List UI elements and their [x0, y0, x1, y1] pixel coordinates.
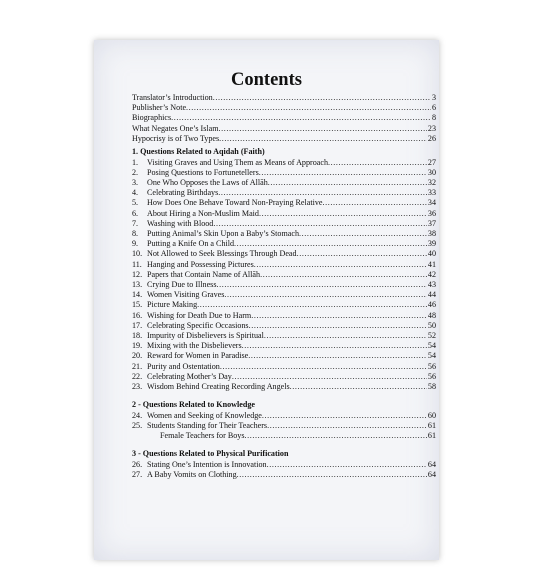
entry-number: 21.: [132, 361, 143, 371]
leader-dots: [267, 460, 427, 470]
toc-entry: [132, 431, 436, 441]
toc-entry: [132, 113, 436, 123]
entry-title: Women Visiting Graves: [147, 290, 225, 300]
entry-number: 3.: [132, 177, 139, 187]
entry-title: One Who Opposes the Laws of Allāh: [147, 177, 268, 187]
leader-dots: [297, 249, 427, 259]
entry-page-number: 42: [427, 269, 436, 279]
leader-dots: [237, 470, 427, 480]
entry-number: 12.: [132, 269, 143, 279]
entry-number: 11.: [132, 259, 142, 269]
entry-title: Papers that Contain Name of Allāh: [147, 269, 261, 279]
toc-entry: [132, 290, 436, 300]
toc-entry: [132, 124, 436, 134]
entry-number: 8.: [132, 228, 139, 238]
toc-entry: [132, 168, 436, 178]
entry-title: Biographics: [132, 113, 172, 123]
toc-entry: [132, 178, 436, 188]
entry-title: Women and Seeking of Knowledge: [147, 410, 262, 420]
toc-entry: [132, 382, 436, 392]
entry-number: 9.: [132, 239, 139, 249]
entry-number: 14.: [132, 290, 143, 300]
entry-number: 27.: [132, 470, 143, 479]
leader-dots: [323, 198, 427, 208]
leader-dots: [248, 351, 427, 361]
entry-page-number: 56: [427, 361, 436, 371]
entry-page-number: 58: [427, 381, 436, 391]
front-matter-list: [132, 93, 436, 144]
leader-dots: [218, 188, 427, 198]
entry-number: 7.: [132, 218, 139, 228]
entry-page-number: 39: [427, 239, 436, 249]
entry-title: Purity and Ostentation: [147, 361, 220, 371]
leader-dots: [328, 158, 427, 168]
entry-page-number: 30: [427, 167, 436, 177]
sections-list: [132, 147, 436, 480]
entry-title: Mixing with the Disbelievers: [147, 341, 242, 351]
entry-page-number: 37: [427, 218, 436, 228]
entry-title: Wishing for Death Due to Harm: [147, 310, 252, 320]
entry-title: Putting a Knife On a Child: [147, 239, 234, 249]
entry-number: 5.: [132, 198, 139, 208]
entry-page-number: 52: [427, 330, 436, 340]
entry-page-number: 33: [427, 188, 436, 198]
leader-dots: [262, 411, 427, 421]
entry-page-number: 27: [427, 157, 436, 167]
leader-dots: [259, 209, 427, 219]
leader-dots: [299, 229, 427, 239]
entry-number: 26.: [132, 459, 143, 469]
leader-dots: [213, 219, 427, 229]
table-of-contents: [132, 93, 436, 480]
toc-entry: [132, 103, 436, 113]
entry-page-number: 26: [427, 133, 436, 143]
entry-number: 4.: [132, 188, 139, 198]
entry-title: Crying Due to Illness: [147, 279, 217, 289]
entry-title: Washing with Blood: [147, 218, 214, 228]
entry-page-number: 36: [427, 208, 436, 218]
toc-entry: [132, 411, 436, 421]
entry-title: What Negates One’s Islam: [132, 123, 219, 133]
entry-page-number: 44: [427, 290, 436, 300]
entry-number: 1.: [132, 157, 139, 167]
entry-number: 22.: [132, 371, 143, 381]
section-heading: 2 - Questions Related to Knowledge: [132, 400, 255, 410]
toc-entry: [132, 260, 436, 270]
entry-title: Hanging and Possessing Pictures: [147, 259, 254, 269]
toc-entry: [132, 351, 436, 361]
entry-title: Stating One’s Intention is Innovation: [147, 459, 267, 469]
entry-page-number: 48: [427, 310, 436, 320]
toc-entry: [132, 198, 436, 208]
entry-page-number: 8: [431, 113, 436, 123]
toc-entry: [132, 372, 436, 382]
book-page: [94, 40, 439, 560]
entry-title: Publisher’s Note: [132, 103, 187, 113]
entry-page-number: 61: [427, 420, 436, 430]
entry-page-number: 46: [427, 300, 436, 310]
section-heading: 3 - Questions Related to Physical Purification: [132, 449, 289, 459]
entry-title: Celebrating Birthdays: [147, 188, 219, 198]
entry-title: Wisdom Behind Creating Recording Angels: [147, 381, 290, 391]
entry-number: 16.: [132, 310, 143, 320]
leader-dots: [259, 168, 427, 178]
leader-dots: [244, 431, 426, 441]
toc-entry: [132, 470, 436, 480]
toc-entry: [132, 93, 436, 103]
entry-title: Putting Animal’s Skin Upon a Baby’s Stomach: [147, 228, 299, 238]
entry-title: How Does One Behave Toward Non-Praying Relative: [147, 198, 323, 208]
entry-page-number: 38: [427, 228, 436, 238]
leader-dots: [251, 311, 427, 321]
entry-page-number: 64: [427, 459, 436, 469]
toc-entry: [132, 311, 436, 321]
leader-dots: [267, 421, 427, 431]
entry-number: 25.: [132, 420, 143, 430]
entry-title: Posing Questions to Fortunetellers: [147, 167, 259, 177]
entry-number: 19.: [132, 341, 143, 351]
toc-entry: [132, 229, 436, 239]
entry-title: Female Teachers for Boys: [160, 431, 245, 441]
leader-dots: [268, 178, 427, 188]
entry-page-number: 40: [427, 249, 436, 259]
leader-dots: [254, 260, 427, 270]
entry-title: About Hiring a Non-Muslim Maid: [147, 208, 259, 218]
entry-page-number: 54: [427, 341, 436, 351]
leader-dots: [219, 124, 427, 134]
toc-entry: [132, 331, 436, 341]
toc-entry: [132, 249, 436, 259]
entry-page-number: 3: [431, 93, 436, 102]
page-title: Contents: [231, 70, 302, 90]
leader-dots: [219, 134, 427, 144]
leader-dots: [186, 103, 431, 113]
leader-dots: [171, 113, 431, 123]
entry-title: Translator’s Introduction: [132, 93, 213, 102]
entry-title: Hypocrisy is of Two Types: [132, 133, 220, 143]
entry-page-number: 34: [427, 198, 436, 208]
entry-title: Celebrating Specific Occasions: [147, 320, 249, 330]
toc-entry: [132, 421, 436, 431]
entry-page-number: 23: [427, 123, 436, 133]
leader-dots: [220, 362, 427, 372]
toc-entry: [132, 219, 436, 229]
entry-title: Students Standing for Their Teachers: [147, 420, 268, 430]
entry-page-number: 61: [427, 431, 436, 441]
toc-entry: [132, 134, 436, 144]
entry-title: Impurity of Disbelievers is Spiritual: [147, 330, 264, 340]
entry-number: 13.: [132, 279, 143, 289]
entry-page-number: 32: [427, 177, 436, 187]
leader-dots: [249, 321, 427, 331]
entry-page-number: 54: [427, 351, 436, 361]
entry-page-number: 64: [427, 470, 436, 479]
entry-title: Visiting Graves and Using Them as Means of Approach: [147, 157, 328, 167]
leader-dots: [213, 93, 431, 103]
leader-dots: [290, 382, 427, 392]
toc-entry: [132, 270, 436, 280]
leader-dots: [224, 290, 427, 300]
entry-number: 15.: [132, 300, 143, 310]
leader-dots: [234, 239, 427, 249]
entry-number: 24.: [132, 410, 143, 420]
entry-number: 23.: [132, 381, 143, 391]
leader-dots: [242, 341, 427, 351]
toc-entry: [132, 158, 436, 168]
toc-entry: [132, 239, 436, 249]
toc-entry: [132, 362, 436, 372]
entry-number: 18.: [132, 330, 143, 340]
entry-page-number: 50: [427, 320, 436, 330]
entry-title: A Baby Vomits on Clothing: [147, 470, 237, 479]
entry-page-number: 60: [427, 410, 436, 420]
entry-page-number: 41: [427, 259, 436, 269]
entry-title: Not Allowed to Seek Blessings Through Dead: [147, 249, 297, 259]
toc-entry: [132, 321, 436, 331]
entry-title: Celebrating Mother’s Day: [147, 371, 232, 381]
entry-page-number: 6: [431, 103, 436, 113]
leader-dots: [264, 331, 427, 341]
entry-number: 20.: [132, 351, 143, 361]
leader-dots: [260, 270, 427, 280]
entry-number: 10.: [132, 249, 143, 259]
entry-page-number: 43: [427, 279, 436, 289]
entry-title: Picture Making: [147, 300, 198, 310]
leader-dots: [197, 300, 427, 310]
entry-title: Reward for Women in Paradise: [147, 351, 249, 361]
toc-entry: [132, 460, 436, 470]
toc-entry: [132, 209, 436, 219]
leader-dots: [216, 280, 426, 290]
entry-page-number: 56: [427, 371, 436, 381]
entry-number: 17.: [132, 320, 143, 330]
toc-entry: [132, 300, 436, 310]
toc-entry: [132, 341, 436, 351]
entry-number: 2.: [132, 167, 139, 177]
toc-entry: [132, 188, 436, 198]
leader-dots: [232, 372, 427, 382]
section-heading: 1. Questions Related to Aqidah (Faith): [132, 147, 265, 157]
entry-number: 6.: [132, 208, 139, 218]
toc-entry: [132, 280, 436, 290]
